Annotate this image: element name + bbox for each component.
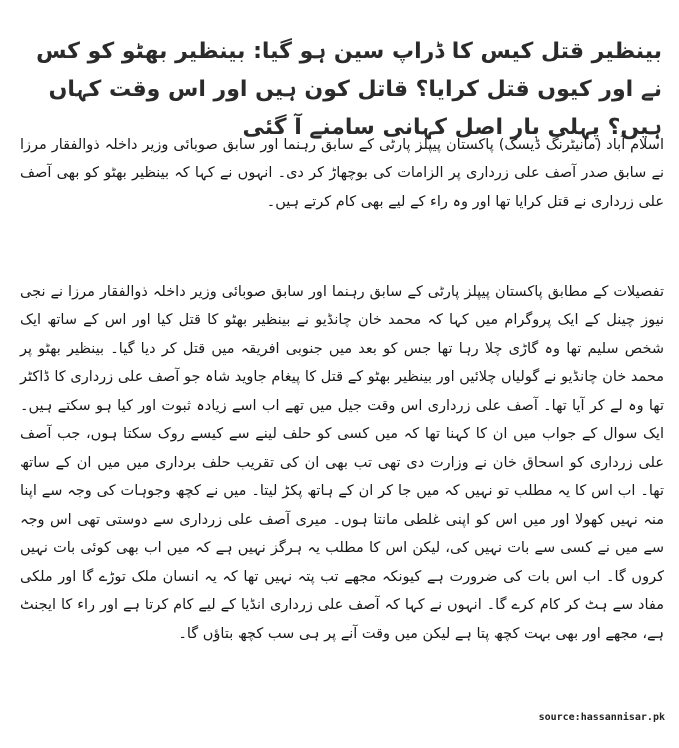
article-headline: بینظیر قتل کیس کا ڈراپ سین ہو گیا: بینظیر بھٹو کو کس نے اور کیوں قتل کرایا؟ قاتل کون ہیں اور اس وقت کہاں ہیں؟ پہلی بار اصل کہانی سامنے آ گئی bbox=[36, 38, 662, 140]
article-paragraph-2: تفصیلات کے مطابق پاکستان پیپلز پارٹی کے سابق رہنما اور سابق صوبائی وزیر داخلہ ذوالفقار مرزا نے نجی نیوز چینل کے ایک پروگرام میں کہا کہ محمد خان چانڈیو نے بینظیر بھٹو کا قتل کیا اور اس کے ساتھ ایک شخص سلیم تھا وہ گاڑی چلا رہا تھا جس کو بعد میں جنوبی افریقہ میں قتل کر دیا گیا۔ بینظیر بھٹو پر محمد خان چانڈیو نے گولیاں چلائیں اور بینظیر بھٹو کے قتل کا پیغام جاوید شاہ جو آصف علی زرداری کا ڈاکٹر تھا وہ لے کر آیا تھا۔ آصف علی زرداری اس وقت جیل میں تھے اب اسے زیادہ ثبوت اور کیا ہو سکتے ہیں۔ ایک سوال کے جواب میں ان کا کہنا تھا کہ میں کسی کو حلف لینے سے کیسے روک سکتا ہوں، جب آصف علی زرداری کو اسحاق خان نے وزارت دی تھی تب بھی ان کی تقریب حلف برداری میں میں ان کے ساتھ تھا۔ اب اس کا یہ مطلب تو نہیں کہ میں جا کر ان کے ہاتھ پکڑ لیتا۔ میں نے کچھ وجوہات کی وجہ سے اپنا منہ نہیں کھولا اور میں اس کو اپنی غلطی مانتا ہوں۔ میری آصف علی زرداری سے دوستی تھی اس وجہ سے میں نے کسی سے بات نہیں کی، لیکن اس کا مطلب یہ ہرگز نہیں ہے کہ میں اب بھی کوئی بات نہیں کروں گا۔ اب اس بات کی ضرورت ہے کیونکہ مجھے تب پتہ نہیں تھا کہ یہ انسان ملک توڑے گا اور ملکی مفاد سے ہٹ کر کام کرے گا۔ انہوں نے کہا کہ آصف علی زرداری انڈیا کے لیے کام کرتا ہے اور راء کا ایجنٹ ہے، مجھے اور بھی بہت کچھ پتا ہے لیکن میں وقت آنے پر ہی سب کچھ بتاؤں گا۔ bbox=[20, 283, 664, 642]
article-paragraph-1: اسلام آباد (مانیٹرنگ ڈیسک) پاکستان پیپلز پارٹی کے سابق رہنما اور سابق صوبائی وزیر داخلہ ذوالفقار مرزا نے سابق صدر آصف علی زرداری پر الزامات کی بوچھاڑ کر دی۔ انہوں نے کہا کہ بینظیر بھٹو کو بھی آصف علی زرداری نے قتل کرایا تھا اور وہ راء کے لیے بھی کام کرتے ہیں۔ bbox=[20, 136, 664, 210]
source-credit: source:hassannisar.pk bbox=[538, 712, 665, 723]
